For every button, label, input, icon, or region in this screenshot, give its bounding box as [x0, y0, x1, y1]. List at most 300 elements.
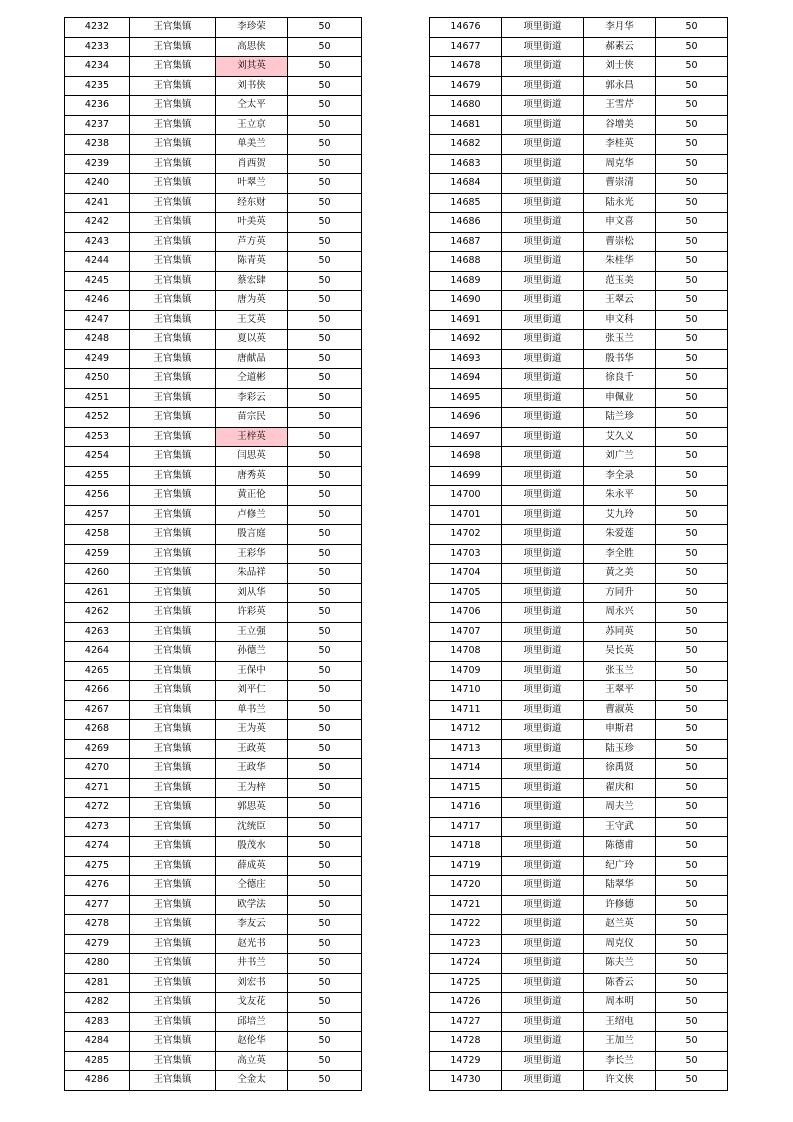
town-cell: 项里街道: [502, 1071, 584, 1091]
name-cell: 王加兰: [584, 1032, 656, 1052]
row-id-cell: 14687: [430, 232, 502, 252]
table-row: [65, 681, 362, 701]
amount-cell: 50: [656, 252, 728, 272]
amount-cell: 50: [656, 973, 728, 993]
row-id-cell: 14700: [430, 486, 502, 506]
town-cell: 王官集镇: [130, 915, 216, 935]
right-table: [429, 17, 728, 1091]
table-row: [65, 973, 362, 993]
name-cell: 翟庆和: [584, 778, 656, 798]
town-cell: 王官集镇: [130, 544, 216, 564]
name-cell: 曹淑英: [584, 700, 656, 720]
amount-cell: 50: [288, 271, 362, 291]
table-row: [430, 174, 728, 194]
town-cell: 王官集镇: [130, 57, 216, 77]
table-row: [430, 798, 728, 818]
name-cell: 沈统臣: [216, 817, 288, 837]
table-row: [430, 330, 728, 350]
table-row: [65, 661, 362, 681]
amount-cell: 50: [656, 330, 728, 350]
amount-cell: 50: [288, 603, 362, 623]
town-cell: 王官集镇: [130, 486, 216, 506]
row-id-cell: 4282: [65, 993, 130, 1013]
table-row: [430, 96, 728, 116]
town-cell: 项里街道: [502, 973, 584, 993]
amount-cell: 50: [288, 76, 362, 96]
amount-cell: 50: [288, 798, 362, 818]
table-row: [65, 349, 362, 369]
table-row: [430, 993, 728, 1013]
table-row: [65, 486, 362, 506]
table-row: [430, 271, 728, 291]
town-cell: 王官集镇: [130, 895, 216, 915]
town-cell: 项里街道: [502, 1012, 584, 1032]
table-row: [430, 252, 728, 272]
amount-cell: 50: [656, 583, 728, 603]
name-cell: 艾九玲: [584, 505, 656, 525]
name-cell: 王雪芹: [584, 96, 656, 116]
table-row: [65, 447, 362, 467]
amount-cell: 50: [288, 96, 362, 116]
town-cell: 项里街道: [502, 895, 584, 915]
table-row: [430, 232, 728, 252]
town-cell: 项里街道: [502, 310, 584, 330]
row-id-cell: 4258: [65, 525, 130, 545]
left-table: [64, 17, 362, 1091]
town-cell: 王官集镇: [130, 154, 216, 174]
town-cell: 项里街道: [502, 837, 584, 857]
row-id-cell: 4286: [65, 1071, 130, 1091]
name-cell: 艾久义: [584, 427, 656, 447]
amount-cell: 50: [656, 856, 728, 876]
table-row: [430, 603, 728, 623]
name-cell: 陆兰珍: [584, 408, 656, 428]
amount-cell: 50: [656, 1012, 728, 1032]
table-row: [430, 876, 728, 896]
name-cell: 李全胜: [584, 544, 656, 564]
row-id-cell: 14729: [430, 1051, 502, 1071]
amount-cell: 50: [656, 135, 728, 155]
table-row: [65, 154, 362, 174]
row-id-cell: 4242: [65, 213, 130, 233]
town-cell: 王官集镇: [130, 622, 216, 642]
name-cell: 张玉兰: [584, 330, 656, 350]
table-row: [65, 993, 362, 1013]
row-id-cell: 4274: [65, 837, 130, 857]
table-row: [430, 447, 728, 467]
row-id-cell: 4280: [65, 954, 130, 974]
row-id-cell: 4270: [65, 759, 130, 779]
town-cell: 王官集镇: [130, 856, 216, 876]
table-row: [430, 388, 728, 408]
name-cell: 陈香云: [584, 973, 656, 993]
amount-cell: 50: [656, 466, 728, 486]
row-id-cell: 4236: [65, 96, 130, 116]
town-cell: 项里街道: [502, 954, 584, 974]
town-cell: 王官集镇: [130, 174, 216, 194]
amount-cell: 50: [656, 57, 728, 77]
table-row: [430, 18, 728, 38]
amount-cell: 50: [288, 1071, 362, 1091]
table-row: [65, 856, 362, 876]
table-row: [65, 603, 362, 623]
row-id-cell: 4266: [65, 681, 130, 701]
name-cell: 殷茂水: [216, 837, 288, 857]
amount-cell: 50: [288, 115, 362, 135]
table-row: [430, 759, 728, 779]
table-row: [430, 427, 728, 447]
town-cell: 王官集镇: [130, 1051, 216, 1071]
town-cell: 王官集镇: [130, 1012, 216, 1032]
amount-cell: 50: [656, 427, 728, 447]
name-cell: 叶翠兰: [216, 174, 288, 194]
name-cell: 闫思英: [216, 447, 288, 467]
row-id-cell: 4241: [65, 193, 130, 213]
town-cell: 王官集镇: [130, 759, 216, 779]
row-id-cell: 14722: [430, 915, 502, 935]
table-row: [430, 310, 728, 330]
town-cell: 项里街道: [502, 642, 584, 662]
row-id-cell: 14715: [430, 778, 502, 798]
name-cell: 王梓英: [216, 427, 288, 447]
amount-cell: 50: [288, 37, 362, 57]
table-row: [65, 837, 362, 857]
amount-cell: 50: [656, 915, 728, 935]
town-cell: 王官集镇: [130, 349, 216, 369]
row-id-cell: 4235: [65, 76, 130, 96]
table-row: [65, 310, 362, 330]
town-cell: 项里街道: [502, 681, 584, 701]
amount-cell: 50: [288, 486, 362, 506]
row-id-cell: 14724: [430, 954, 502, 974]
table-row: [430, 583, 728, 603]
name-cell: 朱桂华: [584, 252, 656, 272]
name-cell: 唐秀英: [216, 466, 288, 486]
amount-cell: 50: [656, 291, 728, 311]
amount-cell: 50: [288, 564, 362, 584]
town-cell: 项里街道: [502, 622, 584, 642]
table-row: [65, 96, 362, 116]
amount-cell: 50: [288, 778, 362, 798]
town-cell: 王官集镇: [130, 603, 216, 623]
town-cell: 项里街道: [502, 1032, 584, 1052]
town-cell: 项里街道: [502, 408, 584, 428]
name-cell: 许文侠: [584, 1071, 656, 1091]
amount-cell: 50: [656, 993, 728, 1013]
row-id-cell: 4233: [65, 37, 130, 57]
name-cell: 周克仪: [584, 934, 656, 954]
row-id-cell: 14694: [430, 369, 502, 389]
name-cell: 赵兰英: [584, 915, 656, 935]
amount-cell: 50: [288, 700, 362, 720]
town-cell: 项里街道: [502, 720, 584, 740]
name-cell: 刘宏书: [216, 973, 288, 993]
row-id-cell: 4256: [65, 486, 130, 506]
row-id-cell: 4285: [65, 1051, 130, 1071]
amount-cell: 50: [288, 973, 362, 993]
table-row: [65, 388, 362, 408]
amount-cell: 50: [288, 252, 362, 272]
town-cell: 王官集镇: [130, 739, 216, 759]
row-id-cell: 14725: [430, 973, 502, 993]
name-cell: 曹崇松: [584, 232, 656, 252]
row-id-cell: 14682: [430, 135, 502, 155]
row-id-cell: 14705: [430, 583, 502, 603]
name-cell: 刘从华: [216, 583, 288, 603]
town-cell: 王官集镇: [130, 388, 216, 408]
name-cell: 刘士侠: [584, 57, 656, 77]
row-id-cell: 14711: [430, 700, 502, 720]
name-cell: 叶美英: [216, 213, 288, 233]
name-cell: 苗宗民: [216, 408, 288, 428]
row-id-cell: 4262: [65, 603, 130, 623]
amount-cell: 50: [656, 271, 728, 291]
town-cell: 项里街道: [502, 993, 584, 1013]
town-cell: 项里街道: [502, 193, 584, 213]
table-row: [430, 1051, 728, 1071]
amount-cell: 50: [288, 856, 362, 876]
name-cell: 高思侠: [216, 37, 288, 57]
table-row: [65, 466, 362, 486]
name-cell: 王立强: [216, 622, 288, 642]
row-id-cell: 14688: [430, 252, 502, 272]
table-row: [430, 837, 728, 857]
amount-cell: 50: [288, 622, 362, 642]
row-id-cell: 4281: [65, 973, 130, 993]
row-id-cell: 4277: [65, 895, 130, 915]
name-cell: 李月华: [584, 18, 656, 38]
name-cell: 陈青英: [216, 252, 288, 272]
table-row: [430, 661, 728, 681]
row-id-cell: 14730: [430, 1071, 502, 1091]
name-cell: 黄正伦: [216, 486, 288, 506]
table-row: [430, 934, 728, 954]
row-id-cell: 14714: [430, 759, 502, 779]
name-cell: 赵光书: [216, 934, 288, 954]
amount-cell: 50: [656, 174, 728, 194]
name-cell: 王立京: [216, 115, 288, 135]
town-cell: 项里街道: [502, 349, 584, 369]
table-row: [430, 739, 728, 759]
town-cell: 项里街道: [502, 817, 584, 837]
town-cell: 项里街道: [502, 564, 584, 584]
name-cell: 殷书华: [584, 349, 656, 369]
table-row: [430, 369, 728, 389]
amount-cell: 50: [288, 427, 362, 447]
amount-cell: 50: [656, 1032, 728, 1052]
amount-cell: 50: [656, 447, 728, 467]
amount-cell: 50: [656, 720, 728, 740]
table-row: [65, 1012, 362, 1032]
row-id-cell: 14676: [430, 18, 502, 38]
name-cell: 王为梓: [216, 778, 288, 798]
town-cell: 项里街道: [502, 1051, 584, 1071]
amount-cell: 50: [656, 564, 728, 584]
town-cell: 王官集镇: [130, 525, 216, 545]
row-id-cell: 4247: [65, 310, 130, 330]
row-id-cell: 4260: [65, 564, 130, 584]
row-id-cell: 14679: [430, 76, 502, 96]
town-cell: 王官集镇: [130, 720, 216, 740]
name-cell: 仝金太: [216, 1071, 288, 1091]
table-row: [430, 954, 728, 974]
town-cell: 王官集镇: [130, 466, 216, 486]
town-cell: 项里街道: [502, 466, 584, 486]
row-id-cell: 14721: [430, 895, 502, 915]
table-row: [430, 564, 728, 584]
name-cell: 陆玉珍: [584, 739, 656, 759]
name-cell: 李桂英: [584, 135, 656, 155]
amount-cell: 50: [656, 1071, 728, 1091]
town-cell: 王官集镇: [130, 798, 216, 818]
town-cell: 项里街道: [502, 447, 584, 467]
row-id-cell: 14686: [430, 213, 502, 233]
amount-cell: 50: [656, 837, 728, 857]
row-id-cell: 4271: [65, 778, 130, 798]
name-cell: 仝道彬: [216, 369, 288, 389]
amount-cell: 50: [656, 700, 728, 720]
town-cell: 王官集镇: [130, 18, 216, 38]
amount-cell: 50: [288, 154, 362, 174]
table-row: [430, 1032, 728, 1052]
table-row: [430, 525, 728, 545]
amount-cell: 50: [288, 1012, 362, 1032]
row-id-cell: 4234: [65, 57, 130, 77]
amount-cell: 50: [288, 330, 362, 350]
town-cell: 王官集镇: [130, 76, 216, 96]
table-row: [65, 37, 362, 57]
name-cell: 芦方英: [216, 232, 288, 252]
town-cell: 项里街道: [502, 603, 584, 623]
table-row: [430, 544, 728, 564]
row-id-cell: 14684: [430, 174, 502, 194]
name-cell: 周克华: [584, 154, 656, 174]
name-cell: 殷言庭: [216, 525, 288, 545]
town-cell: 项里街道: [502, 505, 584, 525]
town-cell: 王官集镇: [130, 135, 216, 155]
table-row: [430, 856, 728, 876]
name-cell: 王彩华: [216, 544, 288, 564]
town-cell: 项里街道: [502, 174, 584, 194]
table-row: [65, 954, 362, 974]
town-cell: 王官集镇: [130, 291, 216, 311]
amount-cell: 50: [288, 837, 362, 857]
town-cell: 王官集镇: [130, 1071, 216, 1091]
row-id-cell: 4251: [65, 388, 130, 408]
row-id-cell: 14702: [430, 525, 502, 545]
amount-cell: 50: [656, 213, 728, 233]
row-id-cell: 14680: [430, 96, 502, 116]
table-row: [430, 681, 728, 701]
table-row: [65, 759, 362, 779]
row-id-cell: 4263: [65, 622, 130, 642]
name-cell: 李友云: [216, 915, 288, 935]
row-id-cell: 14692: [430, 330, 502, 350]
town-cell: 王官集镇: [130, 1032, 216, 1052]
right-table-body: [430, 18, 728, 1091]
town-cell: 王官集镇: [130, 700, 216, 720]
town-cell: 项里街道: [502, 778, 584, 798]
amount-cell: 50: [288, 993, 362, 1013]
table-row: [65, 330, 362, 350]
name-cell: 李珍荣: [216, 18, 288, 38]
name-cell: 陈夫兰: [584, 954, 656, 974]
table-row: [430, 408, 728, 428]
row-id-cell: 4243: [65, 232, 130, 252]
table-row: [65, 252, 362, 272]
amount-cell: 50: [288, 213, 362, 233]
name-cell: 王保中: [216, 661, 288, 681]
name-cell: 仝太平: [216, 96, 288, 116]
amount-cell: 50: [656, 408, 728, 428]
table-row: [65, 408, 362, 428]
row-id-cell: 14712: [430, 720, 502, 740]
town-cell: 王官集镇: [130, 96, 216, 116]
name-cell: 单书兰: [216, 700, 288, 720]
table-row: [65, 934, 362, 954]
name-cell: 苏同英: [584, 622, 656, 642]
name-cell: 夏以英: [216, 330, 288, 350]
name-cell: 王翠平: [584, 681, 656, 701]
table-row: [65, 115, 362, 135]
name-cell: 刘其英: [216, 57, 288, 77]
table-row: [65, 57, 362, 77]
row-id-cell: 4248: [65, 330, 130, 350]
amount-cell: 50: [288, 681, 362, 701]
town-cell: 王官集镇: [130, 271, 216, 291]
table-row: [65, 505, 362, 525]
table-row: [430, 57, 728, 77]
name-cell: 唐为英: [216, 291, 288, 311]
amount-cell: 50: [288, 954, 362, 974]
name-cell: 谷增美: [584, 115, 656, 135]
town-cell: 项里街道: [502, 76, 584, 96]
name-cell: 吴长英: [584, 642, 656, 662]
row-id-cell: 4265: [65, 661, 130, 681]
row-id-cell: 4268: [65, 720, 130, 740]
table-row: [430, 700, 728, 720]
amount-cell: 50: [656, 954, 728, 974]
table-row: [65, 720, 362, 740]
name-cell: 刘广兰: [584, 447, 656, 467]
table-row: [430, 915, 728, 935]
row-id-cell: 14689: [430, 271, 502, 291]
town-cell: 王官集镇: [130, 330, 216, 350]
amount-cell: 50: [656, 232, 728, 252]
town-cell: 项里街道: [502, 759, 584, 779]
row-id-cell: 14693: [430, 349, 502, 369]
town-cell: 项里街道: [502, 700, 584, 720]
town-cell: 王官集镇: [130, 993, 216, 1013]
town-cell: 王官集镇: [130, 876, 216, 896]
amount-cell: 50: [288, 1051, 362, 1071]
name-cell: 邱培兰: [216, 1012, 288, 1032]
row-id-cell: 4278: [65, 915, 130, 935]
town-cell: 王官集镇: [130, 310, 216, 330]
amount-cell: 50: [656, 661, 728, 681]
table-row: [65, 915, 362, 935]
name-cell: 黄之美: [584, 564, 656, 584]
amount-cell: 50: [656, 18, 728, 38]
name-cell: 王为英: [216, 720, 288, 740]
row-id-cell: 4245: [65, 271, 130, 291]
amount-cell: 50: [288, 310, 362, 330]
table-row: [65, 564, 362, 584]
row-id-cell: 4232: [65, 18, 130, 38]
amount-cell: 50: [288, 135, 362, 155]
row-id-cell: 4249: [65, 349, 130, 369]
town-cell: 王官集镇: [130, 934, 216, 954]
